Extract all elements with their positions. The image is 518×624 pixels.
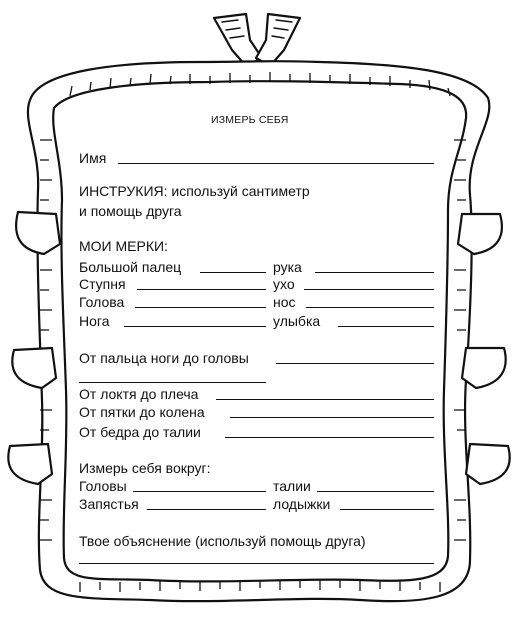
elbow-to-shoulder-label: От локтя до плеча	[79, 386, 199, 402]
elbow-to-shoulder-blank[interactable]	[216, 399, 434, 400]
arm-label: рука	[273, 259, 302, 275]
foot-blank[interactable]	[137, 289, 266, 290]
name-label: Имя	[79, 150, 107, 166]
nose-blank[interactable]	[306, 307, 434, 308]
around-head-blank[interactable]	[133, 491, 266, 492]
hip-to-waist-blank[interactable]	[225, 437, 434, 438]
instruction-line-2: и помощь друга	[79, 203, 182, 219]
leg-blank[interactable]	[124, 326, 266, 327]
big-toe-label: Большой палец	[79, 259, 182, 275]
measurements-heading: МОИ МЕРКИ:	[79, 238, 168, 254]
around-head-label: Головы	[79, 478, 127, 494]
instruction-line-1: ИНСТРУКИЯ: используй сантиметр	[79, 183, 310, 199]
big-toe-blank[interactable]	[200, 272, 266, 273]
ear-label: ухо	[273, 276, 295, 292]
hip-to-waist-label: От бедра до талии	[79, 424, 201, 440]
smile-label: улыбка	[273, 313, 321, 329]
worksheet-title: ИЗМЕРЬ СЕБЯ	[211, 114, 289, 126]
head-blank[interactable]	[135, 307, 266, 308]
toe-to-head-blank-continued[interactable]	[79, 382, 266, 383]
explanation-label: Твое объяснение (используй помощь друга)	[79, 533, 366, 549]
around-waist-blank[interactable]	[317, 491, 434, 492]
leg-label: Нога	[79, 313, 110, 329]
toe-to-head-blank[interactable]	[276, 363, 434, 364]
heel-to-knee-blank[interactable]	[230, 417, 434, 418]
head-label: Голова	[79, 294, 125, 310]
name-blank[interactable]	[118, 163, 434, 164]
toe-to-head-label: От пальца ноги до головы	[79, 350, 249, 366]
around-wrist-label: Запястья	[79, 496, 139, 512]
arm-blank[interactable]	[315, 272, 434, 273]
smile-blank[interactable]	[338, 326, 434, 327]
ear-blank[interactable]	[304, 289, 434, 290]
explanation-blank[interactable]	[79, 563, 434, 564]
around-ankle-blank[interactable]	[340, 509, 434, 510]
around-ankle-label: лодыжки	[273, 496, 331, 512]
foot-label: Ступня	[79, 276, 126, 292]
heel-to-knee-label: От пятки до колена	[79, 404, 205, 420]
around-wrist-blank[interactable]	[147, 509, 266, 510]
nose-label: нос	[273, 294, 296, 310]
around-heading: Измерь себя вокруг:	[79, 460, 211, 476]
around-waist-label: талии	[273, 478, 311, 494]
